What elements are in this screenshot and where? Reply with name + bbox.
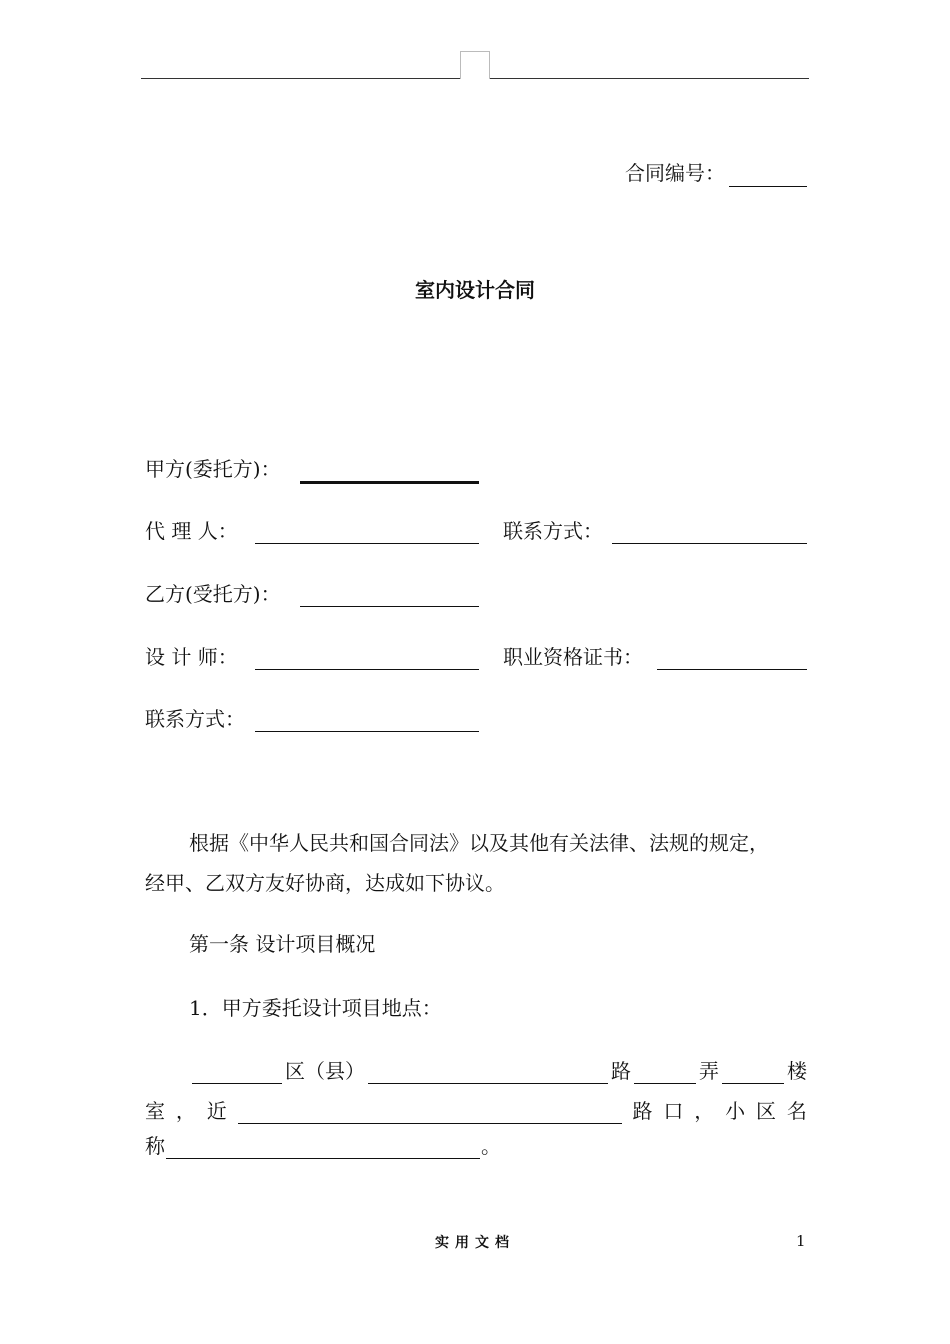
cert-blank[interactable] xyxy=(657,669,807,670)
contact-label-1: 联系方式： xyxy=(503,519,603,543)
item-1-label: 1．甲方委托设计项目地点： xyxy=(189,996,442,1020)
addr-community-2: 区 xyxy=(756,1099,776,1123)
addr-name: 称 xyxy=(145,1134,165,1158)
addr-community-3: 名 xyxy=(786,1099,807,1123)
party-a-blank[interactable] xyxy=(300,481,479,484)
contract-no-blank[interactable] xyxy=(729,186,807,187)
community-name-blank[interactable] xyxy=(166,1158,480,1159)
district-blank[interactable] xyxy=(192,1061,282,1084)
designer-blank[interactable] xyxy=(255,669,479,670)
contact-blank-2[interactable] xyxy=(255,731,479,732)
address-line-1 xyxy=(145,1054,807,1084)
addr-district: 区（县） xyxy=(285,1059,365,1083)
addr-comma-1: ， xyxy=(175,1099,196,1123)
addr-road: 路 xyxy=(611,1059,631,1083)
agent-label: 代 理 人： xyxy=(145,519,238,543)
header-box xyxy=(460,51,490,79)
page-title: 室内设计合同 xyxy=(415,278,535,302)
cert-label: 职业资格证书： xyxy=(503,645,643,669)
address-line-2 xyxy=(145,1094,807,1124)
party-b-label: 乙方(受托方)： xyxy=(145,582,281,606)
building-blank[interactable] xyxy=(722,1061,784,1084)
addr-junction-2: 口 xyxy=(663,1099,684,1123)
contact-label-2: 联系方式： xyxy=(145,707,245,731)
footer-label: 实用文档 xyxy=(435,1235,515,1251)
party-b-blank[interactable] xyxy=(300,606,479,607)
addr-building: 楼 xyxy=(787,1059,807,1083)
designer-label: 设 计 师： xyxy=(145,645,238,669)
agent-blank[interactable] xyxy=(255,543,479,544)
addr-junction-1: 路 xyxy=(632,1099,653,1123)
addr-room: 室 xyxy=(145,1099,165,1123)
addr-lane: 弄 xyxy=(699,1059,719,1083)
addr-comma-2: ， xyxy=(694,1099,715,1123)
junction-blank[interactable] xyxy=(238,1101,622,1124)
party-a-label: 甲方(委托方)： xyxy=(145,457,281,481)
intro-line-2: 经甲、乙双方友好协商，达成如下协议。 xyxy=(145,871,505,895)
addr-near: 近 xyxy=(206,1099,227,1123)
lane-blank[interactable] xyxy=(634,1061,696,1084)
contact-blank-1[interactable] xyxy=(612,543,807,544)
article-1-heading: 第一条 设计项目概况 xyxy=(189,932,376,956)
addr-community-1: 小 xyxy=(725,1099,746,1123)
indent-space xyxy=(145,1062,189,1084)
intro-line-1: 根据《中华人民共和国合同法》以及其他有关法律、法规的规定， xyxy=(189,831,769,855)
page-number: 1 xyxy=(796,1232,806,1250)
contract-no-label: 合同编号： xyxy=(625,161,725,185)
road-blank[interactable] xyxy=(368,1061,608,1084)
addr-end: 。 xyxy=(481,1134,501,1158)
